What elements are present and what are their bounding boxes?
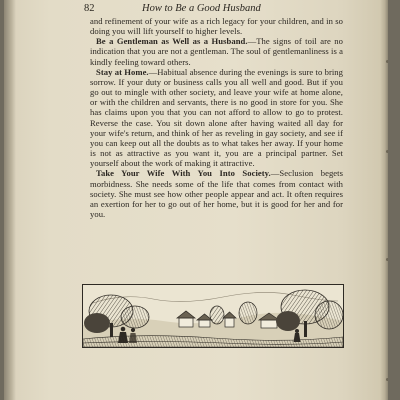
page-header <box>84 3 344 17</box>
page-gutter-shadow <box>4 0 16 400</box>
landscape-engraving <box>83 285 343 347</box>
book-page <box>4 0 388 400</box>
paragraph <box>90 67 343 169</box>
paragraph <box>90 36 343 66</box>
binding-stitch <box>386 60 388 63</box>
page-text <box>90 16 343 219</box>
paragraph <box>90 168 343 219</box>
paragraph <box>90 16 343 36</box>
paragraph-body: —Seclusion begets morbidness. She needs some of the life that comes from contact with society. She must see how other people appear and act. It often requires an exertion for her to go out of her home, but it is good for her and for you. <box>90 168 344 219</box>
binding-stitch <box>386 378 388 381</box>
paragraph-body: and refinement of your wife as a rich legacy for your children, and in so doing you will lift yourself to higher levels. <box>90 16 343 37</box>
binding-stitch <box>386 258 388 261</box>
section-heading: Take Your Wife With You Into Society. <box>96 168 271 179</box>
binding-stitch <box>386 150 388 153</box>
landscape-illustration <box>82 284 344 348</box>
section-heading: Stay at Home. <box>96 66 149 77</box>
paragraph-body: —The signs of toil are no indication that you are not a gentleman. The soul of gentlemanliness is a kindly feeling toward others. <box>90 36 344 67</box>
page-number: 82 <box>84 3 95 14</box>
running-title: How to Be a Good Husband <box>142 3 261 14</box>
section-heading: Be a Gentleman as Well as a Husband. <box>96 36 248 47</box>
paragraph-body: —Habitual absence during the evenings is sure to bring sorrow. If your duty or business calls you all well and good. But if you go out to mingle with other society, and leave your wife at home alone, or with the children and servants, there is no good in store for you. She has claims upon you that you can not afford to allow to go to protest. Reverse the case. You sit down alone after having waited all day for your wife's return, and think of her as reveling in gay society, and see if you can keep out all the doubts as to what takes her away. If your home is not as attractive as you want it, you are a principal partner. Set yourself about the work of making it attractive. <box>90 66 344 169</box>
